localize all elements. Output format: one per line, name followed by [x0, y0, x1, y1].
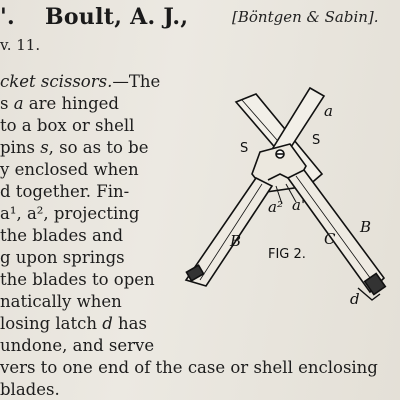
label-s-right: S	[312, 133, 321, 148]
body-line	[0, 226, 123, 245]
body-line-text: to a box or shell	[0, 116, 135, 135]
body-line	[0, 94, 119, 113]
body-line	[0, 292, 122, 311]
body-line-rest: , so as to be	[48, 138, 149, 157]
body-line-text: y enclosed when	[0, 160, 139, 179]
body-line-text: blades.	[0, 380, 60, 399]
entry-heading	[0, 4, 188, 30]
body-line	[0, 314, 147, 333]
heading-prefix: '.	[0, 4, 15, 30]
entry-attribution: [Böntgen & Sabin].	[232, 8, 379, 26]
body-line	[0, 248, 125, 267]
body-line-italic: cket scissors.	[0, 72, 113, 91]
body-line-rest: —The	[112, 72, 161, 91]
body-line-text: s	[0, 94, 14, 113]
label-b-right: B	[360, 218, 372, 236]
label-c: C	[324, 230, 336, 248]
body-line	[0, 358, 378, 377]
body-line	[0, 160, 139, 179]
body-line	[0, 270, 155, 289]
body-line-italic: s	[40, 138, 49, 157]
label-b-left: B	[230, 232, 242, 250]
body-line-text: natically when	[0, 292, 122, 311]
body-line-text: vers to one end of the case or shell enclosing	[0, 358, 378, 377]
body-line-text: d together. Fin-	[0, 182, 130, 201]
label-s-left: S	[240, 141, 249, 156]
body-line-text: losing latch	[0, 314, 103, 333]
body-line	[0, 116, 134, 135]
body-line	[0, 182, 129, 201]
body-line	[0, 72, 160, 91]
case-left-B	[186, 178, 272, 286]
label-a1: a'	[292, 196, 306, 214]
label-a2: a²	[268, 198, 283, 216]
body-line-text: a¹, a², projecting	[0, 204, 140, 223]
body-line-text: the blades to open	[0, 270, 155, 289]
heading-entry: Boult, A. J.,	[44, 4, 189, 30]
body-line	[0, 336, 154, 355]
body-line-italic: a	[13, 94, 24, 113]
label-a: a	[324, 102, 333, 120]
body-line	[0, 380, 60, 399]
body-line-rest: are hinged	[23, 94, 119, 113]
body-line	[0, 138, 148, 157]
body-line-rest: has	[112, 314, 147, 333]
figure-2	[172, 82, 400, 312]
body-line-text: g upon springs	[0, 248, 125, 267]
label-d: d	[350, 290, 360, 308]
figure-caption: FIG 2.	[268, 247, 306, 262]
scissors-diagram	[172, 82, 400, 312]
body-line	[0, 204, 140, 223]
body-line-text: undone, and serve	[0, 336, 155, 355]
body-line-italic: d	[102, 314, 113, 333]
body-line-text: the blades and	[0, 226, 124, 245]
entry-subheader: v. 11.	[0, 36, 41, 54]
body-line-text: pins	[0, 138, 41, 157]
